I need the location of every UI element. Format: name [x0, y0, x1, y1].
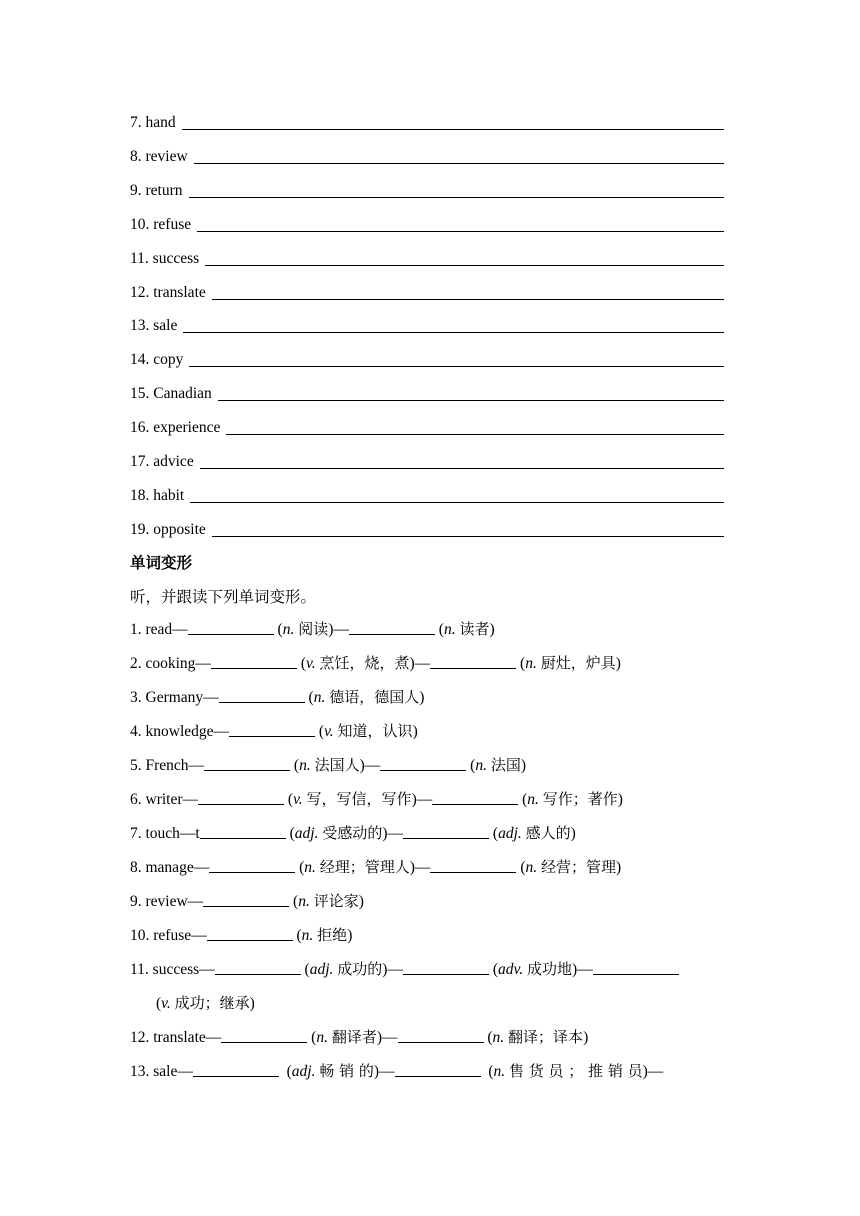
- vocab-line: [130, 439, 724, 473]
- vocab-line: [130, 270, 724, 304]
- vocab-line: [130, 371, 724, 405]
- answer-blank[interactable]: [211, 654, 297, 669]
- answer-blank[interactable]: [188, 620, 274, 635]
- form-line-10: 10. refuse— (n. 拒绝): [130, 926, 353, 944]
- form-line-12: 12. translate— (n. 翻译者)— (n. 翻译；译本): [130, 1028, 589, 1046]
- vocab-word: 7. hand: [130, 114, 176, 131]
- answer-line[interactable]: [183, 332, 724, 333]
- vocab-word: 14. copy: [130, 351, 184, 369]
- form-line-8: 8. manage— (n. 经理；管理人)— (n. 经营；管理): [130, 858, 622, 876]
- vocab-line: [130, 337, 724, 371]
- instruction: 听，并跟读下列单词变形。: [130, 588, 317, 606]
- form-line-9: 9. review— (n. 评论家): [130, 892, 364, 910]
- answer-blank[interactable]: [430, 858, 516, 873]
- vocab-line: [130, 202, 724, 236]
- answer-line[interactable]: [212, 536, 724, 537]
- form-line-6: 6. writer— (v. 写，写信，写作)— (n. 写作；著作): [130, 790, 623, 808]
- vocab-word: 11. success: [130, 249, 200, 267]
- vocab-word: 18. habit: [130, 486, 185, 504]
- answer-blank[interactable]: [215, 960, 301, 975]
- form-stem: 1. read—: [130, 621, 188, 638]
- answer-blank[interactable]: [200, 824, 286, 839]
- form-line-3: 3. Germany— (n. 德语，德国人): [130, 688, 425, 706]
- answer-blank[interactable]: [207, 926, 293, 941]
- answer-blank[interactable]: [593, 960, 679, 975]
- vocab-word: 12. translate: [130, 283, 206, 301]
- answer-line[interactable]: [189, 366, 724, 367]
- answer-blank[interactable]: [395, 1062, 481, 1077]
- answer-line[interactable]: [182, 129, 724, 130]
- vocab-word: 17. advice: [130, 453, 194, 470]
- vocab-line: [130, 236, 724, 270]
- answer-line[interactable]: [197, 231, 724, 232]
- vocab-line: [130, 405, 724, 439]
- answer-blank[interactable]: [349, 620, 435, 635]
- vocab-line: [130, 507, 724, 541]
- form-line-7: 7. touch—t (adj. 受感动的)— (adj. 感人的): [130, 824, 576, 842]
- vocab-word: 10. refuse: [130, 215, 192, 233]
- answer-blank[interactable]: [204, 756, 290, 771]
- answer-blank[interactable]: [198, 790, 284, 805]
- answer-line[interactable]: [218, 400, 724, 401]
- vocab-word: 13. sale: [130, 317, 178, 335]
- answer-line[interactable]: [205, 265, 724, 266]
- answer-blank[interactable]: [193, 1062, 279, 1077]
- form-line-11-cont: (v. 成功；继承): [156, 994, 255, 1012]
- vocab-line: [130, 100, 724, 134]
- form-line-13: 13. sale— (adj. 畅 销 的)— (n. 售 货 员 ； 推 销 员)—: [130, 1062, 664, 1080]
- vocab-word: 19. opposite: [130, 520, 206, 538]
- form-line-4: 4. knowledge— (v. 知道，认识): [130, 722, 418, 740]
- vocab-word: 8. review: [130, 147, 188, 165]
- answer-line[interactable]: [189, 197, 724, 198]
- vocab-word: 15. Canadian: [130, 385, 212, 403]
- form-line-5: 5. French— (n. 法国人)— (n. 法国): [130, 756, 527, 774]
- answer-blank[interactable]: [430, 654, 516, 669]
- answer-blank[interactable]: [229, 722, 315, 737]
- answer-blank[interactable]: [203, 892, 289, 907]
- answer-blank[interactable]: [403, 824, 489, 839]
- answer-line[interactable]: [194, 163, 724, 164]
- answer-blank[interactable]: [398, 1028, 484, 1043]
- form-line-1: 1. read— (n. 阅读)— (n. 读者): [130, 620, 495, 638]
- vocab-line: [130, 473, 724, 507]
- answer-blank[interactable]: [380, 756, 466, 771]
- vocab-line: [130, 168, 724, 202]
- section-title: 单词变形: [130, 554, 193, 572]
- answer-line[interactable]: [190, 502, 724, 503]
- form-line-2: 2. cooking— (v. 烹饪，烧，煮)— (n. 厨灶，炉具): [130, 654, 621, 672]
- vocab-word: 9. return: [130, 181, 183, 199]
- vocab-word: 16. experience: [130, 419, 221, 437]
- answer-line[interactable]: [200, 468, 724, 469]
- answer-blank[interactable]: [209, 858, 295, 873]
- vocab-line: [130, 134, 724, 168]
- answer-blank[interactable]: [219, 688, 305, 703]
- form-line-11: 11. success— (adj. 成功的)— (adv. 成功地)—: [130, 959, 679, 980]
- answer-blank[interactable]: [221, 1028, 307, 1043]
- answer-line[interactable]: [212, 299, 724, 300]
- vocab-line: [130, 303, 724, 337]
- answer-blank[interactable]: [432, 790, 518, 805]
- answer-blank[interactable]: [403, 960, 489, 975]
- answer-line[interactable]: [226, 434, 724, 435]
